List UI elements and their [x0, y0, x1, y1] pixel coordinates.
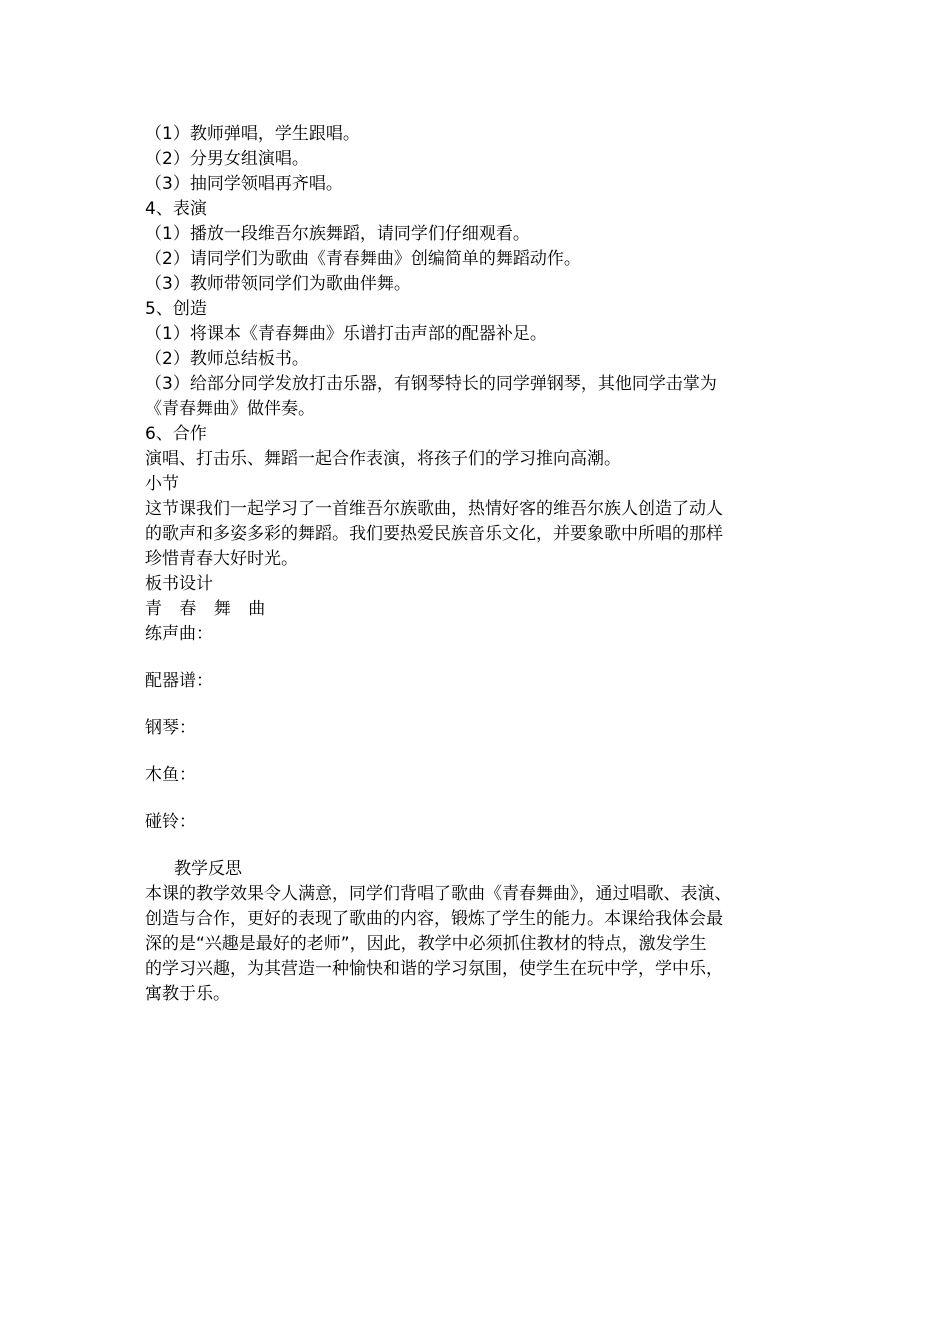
- reflection-line-4: 的学习兴趣，为其营造一种愉快和谐的学习氛围，使学生在玩中学，学中乐，: [145, 959, 723, 979]
- step6-text: 演唱、打击乐、舞蹈一起合作表演，将孩子们的学习推向高潮。: [145, 449, 621, 469]
- summary-line-1: 这节课我们一起学习了一首维吾尔族歌曲，热情好客的维吾尔族人创造了动人: [145, 499, 723, 519]
- step5-item-2: （2）教师总结板书。: [145, 349, 309, 369]
- step5-heading: 5、创造: [145, 299, 207, 319]
- step4-item-3: （3）教师带领同学们为歌曲伴舞。: [145, 274, 411, 294]
- step3-item-3: （3）抽同学领唱再齐唱。: [145, 174, 343, 194]
- step4-item-2: （2）请同学们为歌曲《青春舞曲》创编简单的舞蹈动作。: [145, 249, 581, 269]
- reflection-line-1: 本课的教学效果令人满意，同学们背唱了歌曲《青春舞曲》，通过唱歌、表演、: [145, 884, 732, 904]
- board-item-score: 配器谱：: [145, 671, 213, 691]
- step3-item-1: （1）教师弹唱，学生跟唱。: [145, 124, 360, 144]
- board-heading: 板书设计: [145, 574, 213, 594]
- summary-line-3: 珍惜青春大好时光。: [145, 549, 298, 569]
- board-title: 青 春 舞 曲: [145, 599, 272, 619]
- step5-item-1: （1）将课本《青春舞曲》乐谱打击声部的配器补足。: [145, 324, 547, 344]
- document-body: [145, 122, 805, 1007]
- step3-item-2: （2）分男女组演唱。: [145, 149, 309, 169]
- step4-item-1: （1）播放一段维吾尔族舞蹈，请同学们仔细观看。: [145, 224, 530, 244]
- board-item-vocal: 练声曲：: [145, 624, 213, 644]
- summary-heading: 小节: [145, 474, 179, 494]
- step5-item-3-cont: 《青春舞曲》做伴奏。: [145, 399, 315, 419]
- summary-line-2: 的歌声和多姿多彩的舞蹈。我们要热爱民族音乐文化，并要象歌中所唱的那样: [145, 524, 723, 544]
- reflection-heading: 教学反思: [174, 859, 242, 879]
- board-item-woodblock: 木鱼：: [145, 765, 196, 785]
- board-item-piano: 钢琴：: [145, 718, 196, 738]
- reflection-line-2: 创造与合作，更好的表现了歌曲的内容，锻炼了学生的能力。本课给我体会最: [145, 909, 723, 929]
- board-item-bells: 碰铃：: [145, 812, 196, 832]
- step5-item-3: （3）给部分同学发放打击乐器，有钢琴特长的同学弹钢琴，其他同学击掌为: [145, 374, 717, 394]
- step6-heading: 6、合作: [145, 424, 207, 444]
- step4-heading: 4、表演: [145, 199, 207, 219]
- reflection-line-3: 深的是“兴趣是最好的老师”，因此，教学中必须抓住教材的特点，激发学生: [145, 934, 707, 954]
- reflection-line-5: 寓教于乐。: [145, 984, 230, 1004]
